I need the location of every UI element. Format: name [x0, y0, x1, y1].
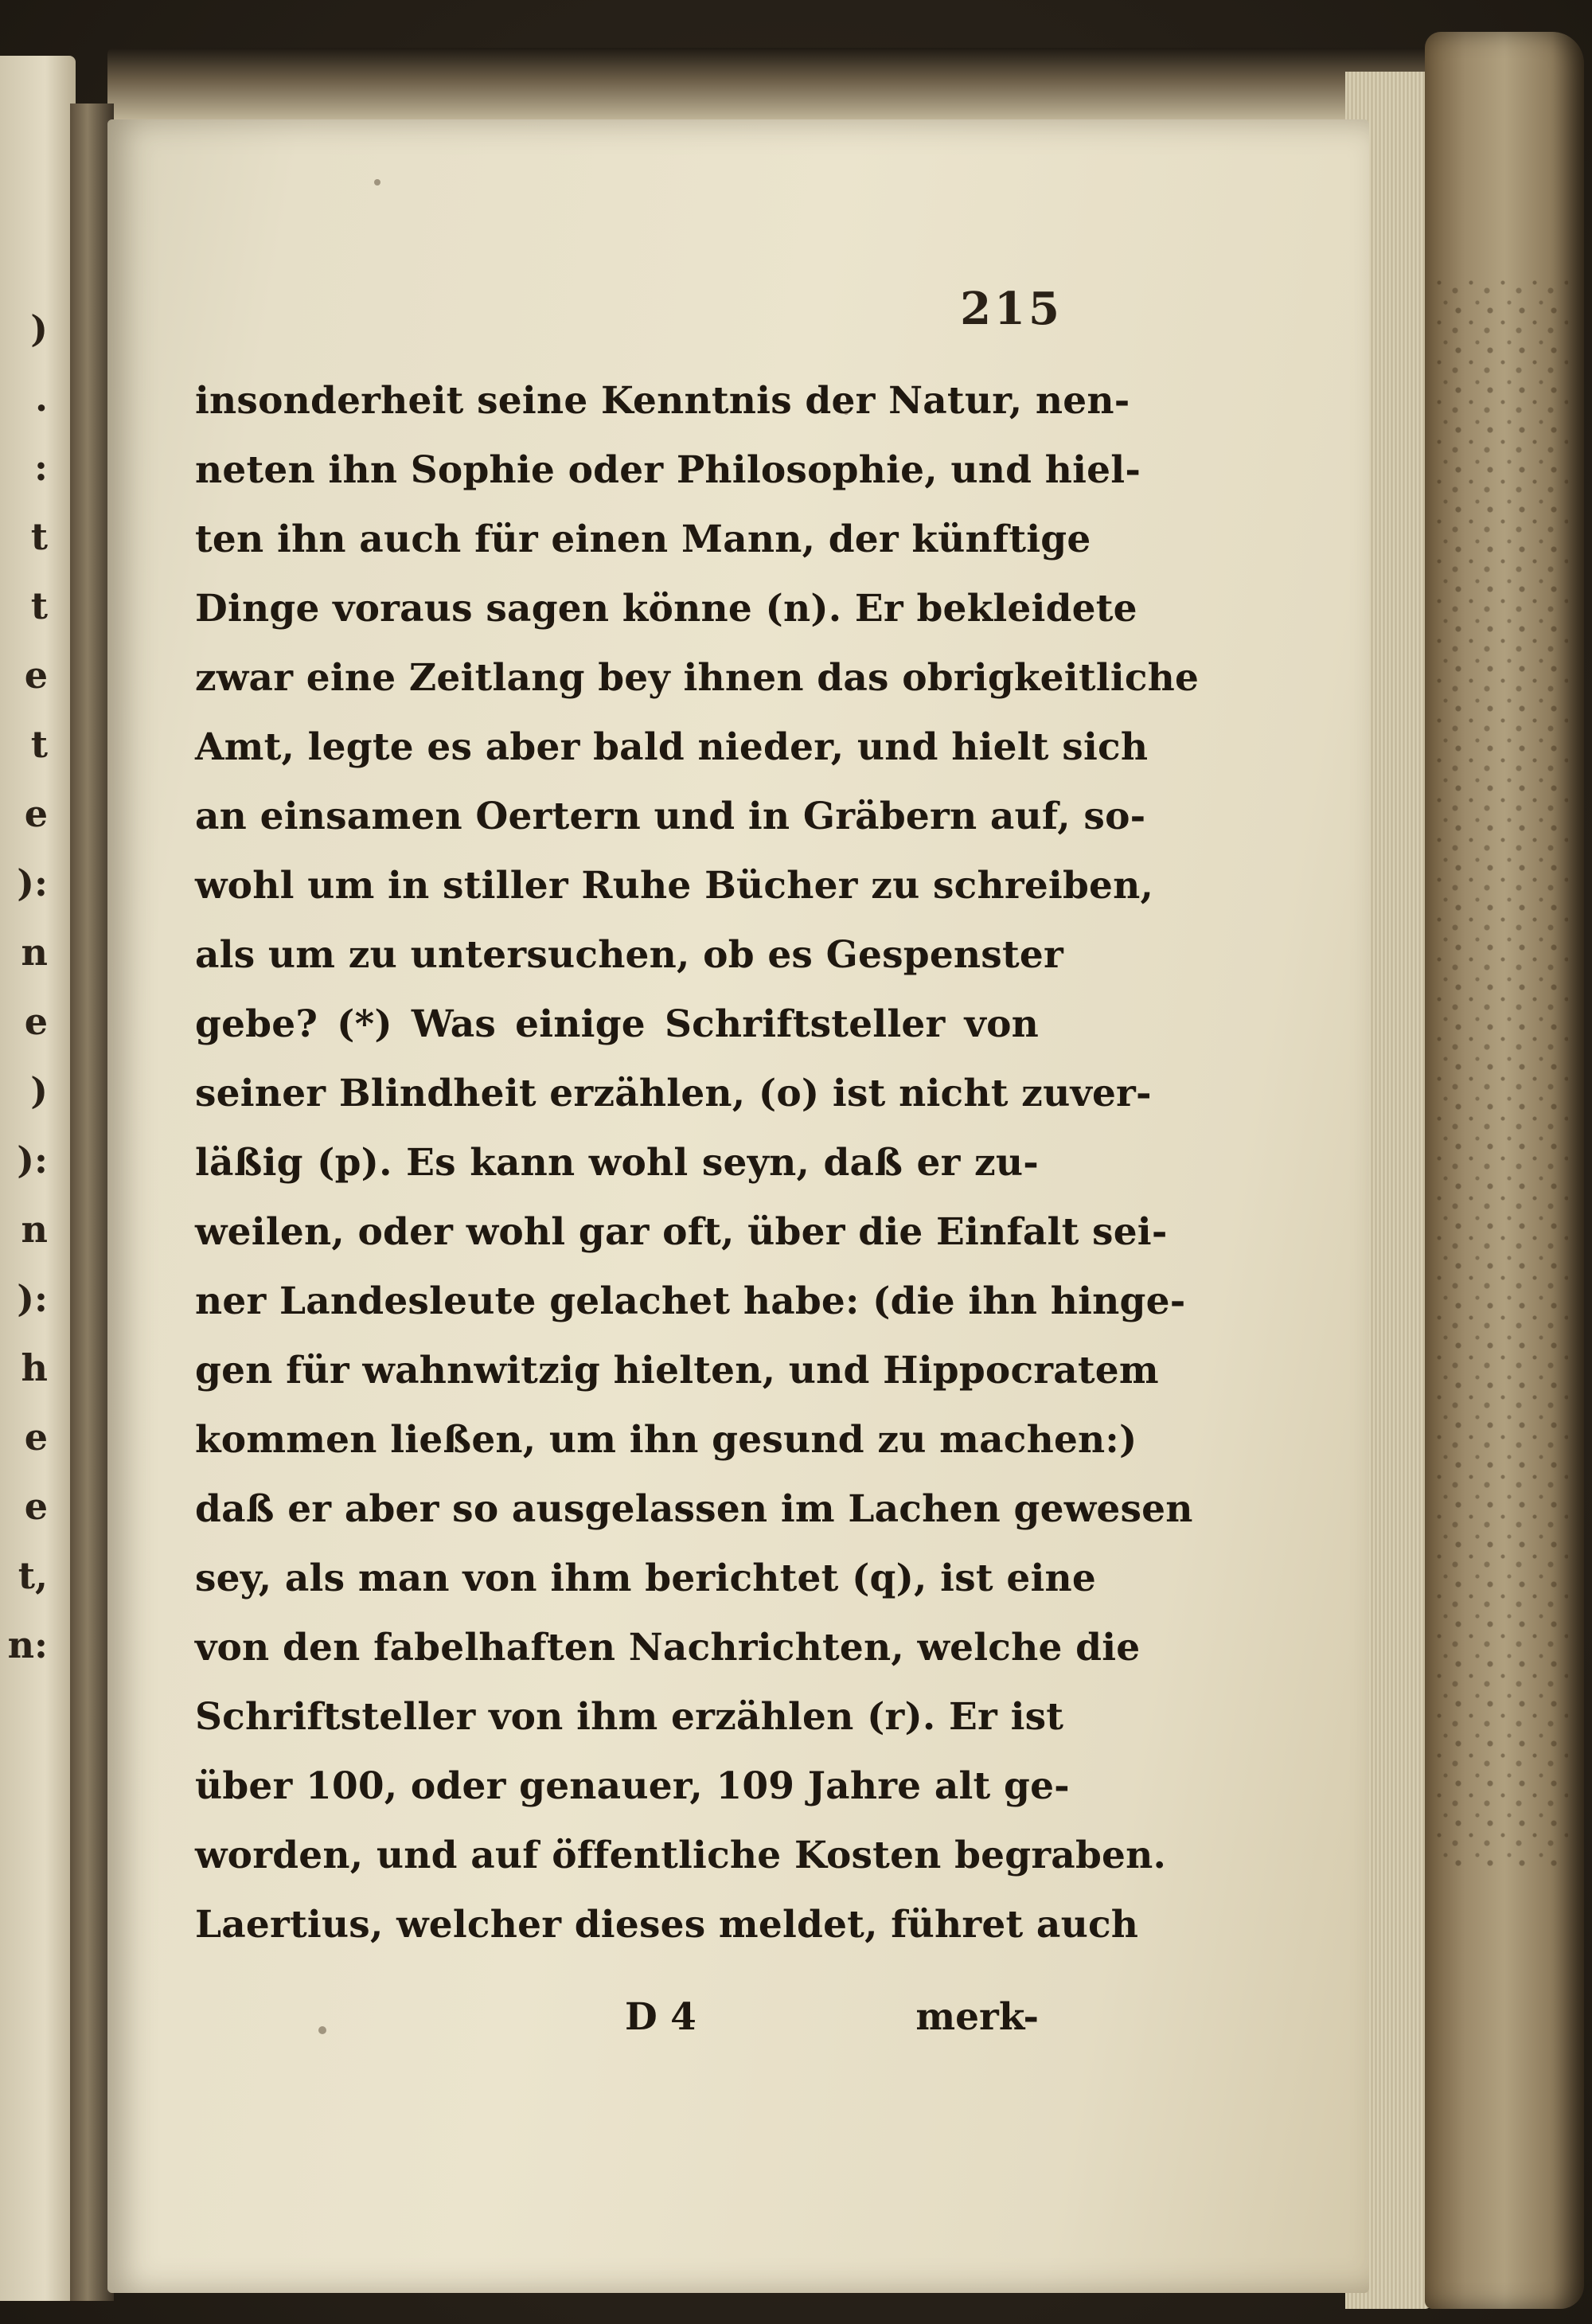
left-fragment: e [24, 1000, 48, 1043]
text-line: insonderheit seine Kenntnis der Natur, nen- [195, 379, 1130, 423]
left-fragment: ): [17, 1277, 48, 1320]
page-footer [195, 1982, 1039, 2052]
text-line: worden, und auf öffentliche Kosten begraben. [195, 1834, 1167, 1877]
left-fragment: e [24, 1416, 48, 1459]
text-line: ten ihn auch für einen Mann, der künftige [195, 518, 1091, 561]
left-facing-page [0, 56, 76, 2301]
left-fragment: n [21, 931, 48, 974]
left-fragment: t [30, 515, 48, 558]
text-line: Laertius, welcher dieses meldet, führet auch [195, 1903, 1139, 1947]
left-fragment: . [34, 377, 48, 420]
text-line: kommen ließen, um ihn gesund zu machen:) [195, 1418, 1137, 1462]
text-line: gen für wahnwitzig hielten, und Hippocratem [195, 1349, 1159, 1392]
left-fragment: t [30, 723, 48, 766]
left-fragment: e [24, 1485, 48, 1528]
paper-speck [374, 179, 380, 186]
text-line: über 100, oder genauer, 109 Jahre alt ge- [195, 1764, 1070, 1808]
left-fragment: ) [30, 307, 48, 350]
left-fragment: h [21, 1346, 48, 1389]
left-page-text-fragments [0, 56, 48, 2324]
text-line: zwar eine Zeitlang bey ihnen das obrigkeitliche [195, 656, 1200, 700]
text-line: als um zu untersuchen, ob es Gespenster [195, 933, 1063, 977]
left-fragment: t [30, 584, 48, 627]
text-line: neten ihn Sophie oder Philosophie, und hiel- [195, 448, 1141, 492]
text-line: gebe? (*) Was einige Schriftsteller von [195, 1002, 1039, 1046]
left-fragment: : [34, 446, 48, 489]
text-line: wohl um in stiller Ruhe Bücher zu schreiben, [195, 864, 1154, 908]
body-text [195, 366, 1200, 1959]
left-fragment: e [24, 792, 48, 835]
text-line: seiner Blindheit erzählen, (o) ist nicht zuver- [195, 1072, 1152, 1115]
text-line: läßig (p). Es kann wohl seyn, daß er zu- [195, 1141, 1039, 1185]
spine-texture [1433, 279, 1568, 1871]
text-line: Dinge voraus sagen könne (n). Er bekleidete [195, 587, 1137, 631]
left-fragment: n: [7, 1623, 48, 1666]
left-fragment: ) [30, 1069, 48, 1112]
text-line: an einsamen Oertern und in Gräbern auf, so- [195, 795, 1146, 838]
text-line: Amt, legte es aber bald nieder, und hielt sich [195, 725, 1149, 769]
left-fragment: ): [17, 861, 48, 904]
text-line: sey, als man von ihm berichtet (q), ist eine [195, 1556, 1097, 1600]
page-block-top-edge [107, 48, 1461, 127]
page-number: 215 [960, 283, 1063, 335]
left-fragment: ): [17, 1139, 48, 1182]
catchword: merk- [915, 1995, 1039, 2039]
text-line: ner Landesleute gelachet habe: (die ihn hinge- [195, 1279, 1186, 1323]
left-fragment: e [24, 654, 48, 697]
left-fragment: t, [18, 1554, 48, 1597]
text-line: von den fabelhaften Nachrichten, welche die [195, 1626, 1141, 1670]
text-line: weilen, oder wohl gar oft, über die Einfalt sei- [195, 1210, 1168, 1254]
left-fragment: n [21, 1208, 48, 1251]
text-line: Schriftsteller von ihm erzählen (r). Er ist [195, 1695, 1064, 1739]
signature-mark: D 4 [625, 1995, 696, 2039]
text-line: daß er aber so ausgelassen im Lachen gewesen [195, 1487, 1193, 1531]
